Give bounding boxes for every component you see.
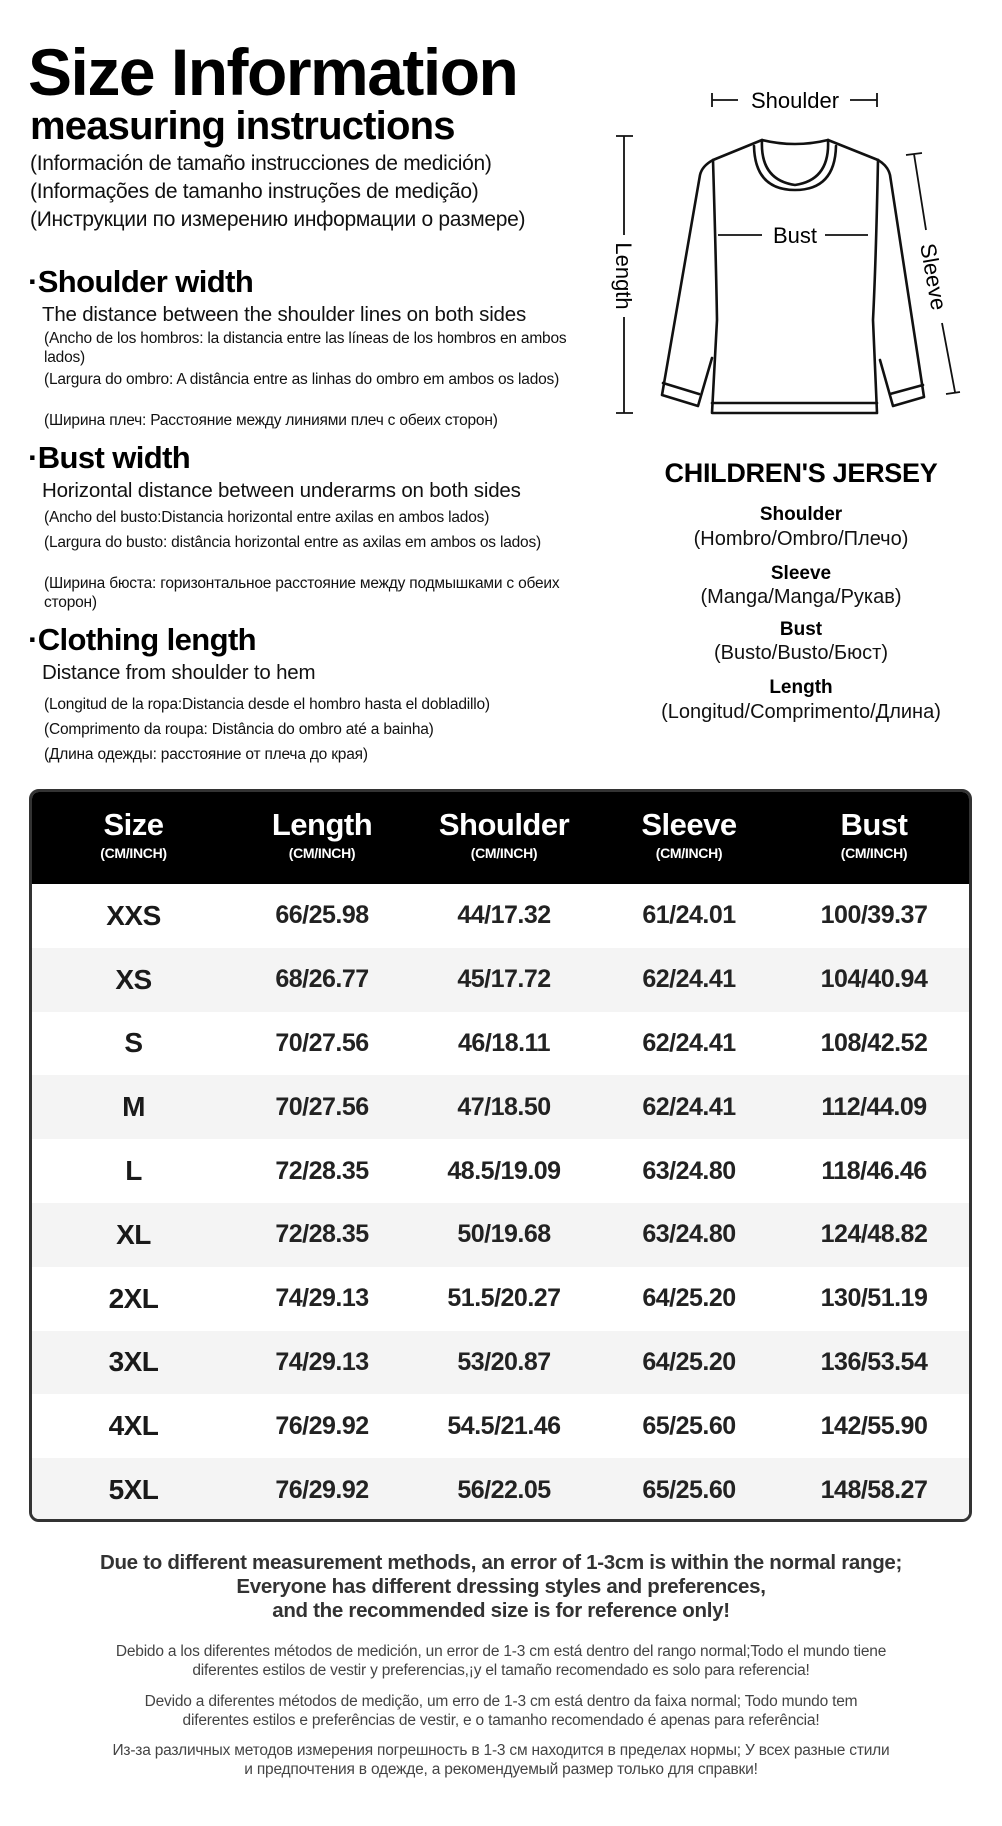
notice-translation-pt-line: Devido a diferentes métodos de medição, um erro de 1-3 cm está dentro da faixa normal; Todo mundo tem (144, 1693, 858, 1710)
cell-size: L (125, 1155, 142, 1187)
table-row (32, 1267, 969, 1331)
cell-length: 74/29.13 (275, 1284, 369, 1313)
legend-translation-bust: (Busto/Busto/Бюст) (713, 642, 888, 664)
cell-length: 70/27.56 (275, 1092, 369, 1121)
legend-term-bust: Bust (779, 619, 823, 640)
cell-shoulder: 47/18.50 (457, 1092, 551, 1121)
subtitle-translation-pt: (Informações de tamanho instruções de medição) (30, 180, 479, 203)
section-translation-pt: (Largura do busto: distância horizontal entre as axilas em ambos os lados) (44, 534, 541, 551)
page-subtitle: measuring instructions (30, 104, 455, 148)
cell-size: 2XL (108, 1282, 159, 1314)
column-label: Shoulder (438, 807, 570, 842)
section-translation-ru: (Длина одежды: расстояние от плеча до края) (44, 746, 368, 763)
cell-length: 76/29.92 (275, 1411, 369, 1440)
cell-bust: 108/42.52 (820, 1028, 928, 1057)
cell-shoulder: 44/17.32 (457, 901, 551, 930)
notice-translation-ru-line: Из-за различных методов измерения погрешность в 1-3 см находится в пределах нормы; У всех разные стили (112, 1742, 890, 1759)
notice-line: Due to different measurement methods, an error of 1-3cm is within the normal range; (99, 1551, 903, 1574)
length-label: Length (611, 242, 636, 310)
cell-bust: 142/55.90 (820, 1411, 928, 1440)
cell-sleeve: 63/24.80 (642, 1220, 736, 1249)
cell-shoulder: 56/22.05 (457, 1475, 551, 1504)
sleeve-label: Sleeve (915, 241, 952, 312)
cell-bust: 148/58.27 (820, 1475, 928, 1504)
notice-translation-pt-line: diferentes estilos e preferências de vestir, e o tamanho recomendado é apenas para referência! (182, 1712, 820, 1729)
cell-sleeve: 63/24.80 (642, 1156, 736, 1185)
jersey-diagram (600, 60, 1002, 440)
column-header-bust (779, 792, 969, 884)
garment-title: CHILDREN'S JERSEY (664, 458, 938, 488)
section-translation-pt: (Largura do ombro: A distância entre as linhas do ombro em ambos os lados) (44, 371, 560, 388)
jersey-collar (762, 140, 828, 185)
table-row (32, 1458, 969, 1522)
column-unit: (CM/INCH) (100, 845, 167, 861)
column-label: Size (103, 807, 164, 842)
legend-term-sleeve: Sleeve (770, 563, 832, 584)
cell-bust: 118/46.46 (821, 1156, 927, 1185)
jersey-sleeve-right (878, 160, 924, 406)
legend-translation-shoulder: (Hombro/Ombro/Плечо) (693, 528, 909, 550)
cell-length: 76/29.92 (275, 1475, 369, 1504)
cell-length: 72/28.35 (275, 1156, 369, 1185)
section-description: The distance between the shoulder lines on both sides (42, 303, 527, 326)
cell-shoulder: 46/18.11 (458, 1028, 550, 1057)
cell-sleeve: 62/24.41 (642, 1028, 736, 1057)
column-label: Sleeve (641, 807, 737, 842)
column-label: Bust (840, 807, 908, 842)
notice-line: Everyone has different dressing styles and preferences, (236, 1575, 766, 1598)
column-header-shoulder (409, 792, 599, 884)
cell-bust: 104/40.94 (820, 965, 928, 994)
cell-length: 74/29.13 (275, 1347, 369, 1376)
column-unit: (CM/INCH) (470, 845, 538, 861)
cell-length: 72/28.35 (275, 1220, 369, 1249)
section-heading: ·Clothing length (28, 622, 257, 657)
cell-shoulder: 48.5/19.09 (447, 1156, 561, 1185)
column-unit: (CM/INCH) (655, 845, 723, 861)
cell-sleeve: 64/25.20 (642, 1284, 736, 1313)
cell-length: 68/26.77 (275, 965, 369, 994)
notice-line: and the recommended size is for reference only! (272, 1599, 730, 1622)
column-unit: (CM/INCH) (288, 845, 356, 861)
cell-size: 3XL (108, 1346, 159, 1378)
section-description: Horizontal distance between underarms on both sides (42, 479, 521, 502)
cell-bust: 112/44.09 (821, 1092, 927, 1121)
cell-bust: 124/48.82 (820, 1220, 928, 1249)
cell-sleeve: 62/24.41 (642, 965, 736, 994)
section-translation-es: (Longitud de la ropa:Distancia desde el hombro hasta el dobladillo) (44, 696, 490, 713)
table-row (32, 884, 969, 948)
bust-label: Bust (772, 223, 818, 248)
size-table (29, 789, 972, 1522)
table-row (32, 1139, 969, 1203)
cell-bust: 130/51.19 (820, 1284, 928, 1313)
page-title: Size Information (28, 35, 518, 109)
section-heading: ·Bust width (28, 440, 191, 475)
cell-shoulder: 54.5/21.46 (447, 1411, 561, 1440)
cell-sleeve: 65/25.60 (642, 1475, 736, 1504)
notice-translation-es-line: diferentes estilos de vestir y preferencias,¡y el tamaño recomendado es solo para referencia! (192, 1662, 810, 1679)
section-translation-ru: (Ширина бюста: горизонтальное расстояние между подмышками с обеих сторон) (44, 575, 560, 611)
cell-sleeve: 61/24.01 (642, 901, 736, 930)
jersey-body (712, 160, 878, 413)
cell-size: 4XL (108, 1410, 159, 1442)
column-header-size (32, 792, 235, 884)
table-row (32, 948, 969, 1012)
table-body (32, 884, 969, 1522)
table-row (32, 1331, 969, 1395)
cell-sleeve: 65/25.60 (642, 1411, 736, 1440)
notice-translation-es-line: Debido a los diferentes métodos de medición, un error de 1-3 cm está dentro del rango normal;Todo el mundo tiene (115, 1643, 887, 1660)
cell-shoulder: 51.5/20.27 (447, 1284, 561, 1313)
table-row (32, 1394, 969, 1458)
section-heading: ·Shoulder width (28, 264, 254, 299)
notice-translation-ru-line: и предпочтения в одежде, а рекомендуемый размер только для справки! (244, 1761, 758, 1778)
column-header-length (235, 792, 409, 884)
legend-translation-length: (Longitud/Comprimento/Длина) (661, 701, 941, 723)
column-header-sleeve (599, 792, 779, 884)
cell-sleeve: 64/25.20 (642, 1347, 736, 1376)
jersey-sleeve-left (662, 160, 713, 406)
table-row (32, 1075, 969, 1139)
section-translation-es: (Ancho de los hombros: la distancia entre las líneas de los hombros en ambos lados) (44, 330, 567, 366)
cell-shoulder: 50/19.68 (457, 1220, 551, 1249)
cell-bust: 136/53.54 (820, 1347, 928, 1376)
legend-term-length: Length (769, 677, 833, 698)
cell-size: S (124, 1027, 143, 1059)
cell-size: XS (115, 963, 152, 995)
cell-size: XXS (106, 899, 161, 931)
table-header (32, 792, 969, 884)
section-translation-pt: (Comprimento da roupa: Distância do ombro até a bainha) (44, 721, 434, 738)
cell-shoulder: 45/17.72 (457, 965, 551, 994)
section-description: Distance from shoulder to hem (42, 661, 316, 684)
cell-size: M (122, 1091, 145, 1123)
table-row (32, 1012, 969, 1076)
subtitle-translation-ru: (Инструкции по измерению информации о размере) (30, 208, 526, 231)
table-row (32, 1203, 969, 1267)
cell-length: 66/25.98 (275, 901, 369, 930)
cell-sleeve: 62/24.41 (642, 1092, 736, 1121)
section-translation-ru: (Ширина плеч: Расстояние между линиями плеч с обеих сторон) (44, 412, 498, 429)
jersey-outline-icon (600, 60, 1002, 440)
cell-shoulder: 53/20.87 (457, 1347, 551, 1376)
shoulder-label: Shoulder (750, 88, 840, 113)
column-unit: (CM/INCH) (840, 845, 908, 861)
section-translation-es: (Ancho del busto:Distancia horizontal entre axilas en ambos lados) (44, 509, 490, 526)
cell-size: XL (116, 1218, 151, 1250)
cell-bust: 100/39.37 (820, 901, 928, 930)
column-label: Length (271, 807, 373, 842)
legend-translation-sleeve: (Manga/Manga/Рукав) (700, 586, 902, 608)
cell-size: 5XL (108, 1474, 159, 1506)
legend-term-shoulder: Shoulder (759, 504, 843, 525)
subtitle-translation-es: (Información de tamaño instrucciones de medición) (30, 152, 492, 175)
cell-length: 70/27.56 (275, 1028, 369, 1057)
